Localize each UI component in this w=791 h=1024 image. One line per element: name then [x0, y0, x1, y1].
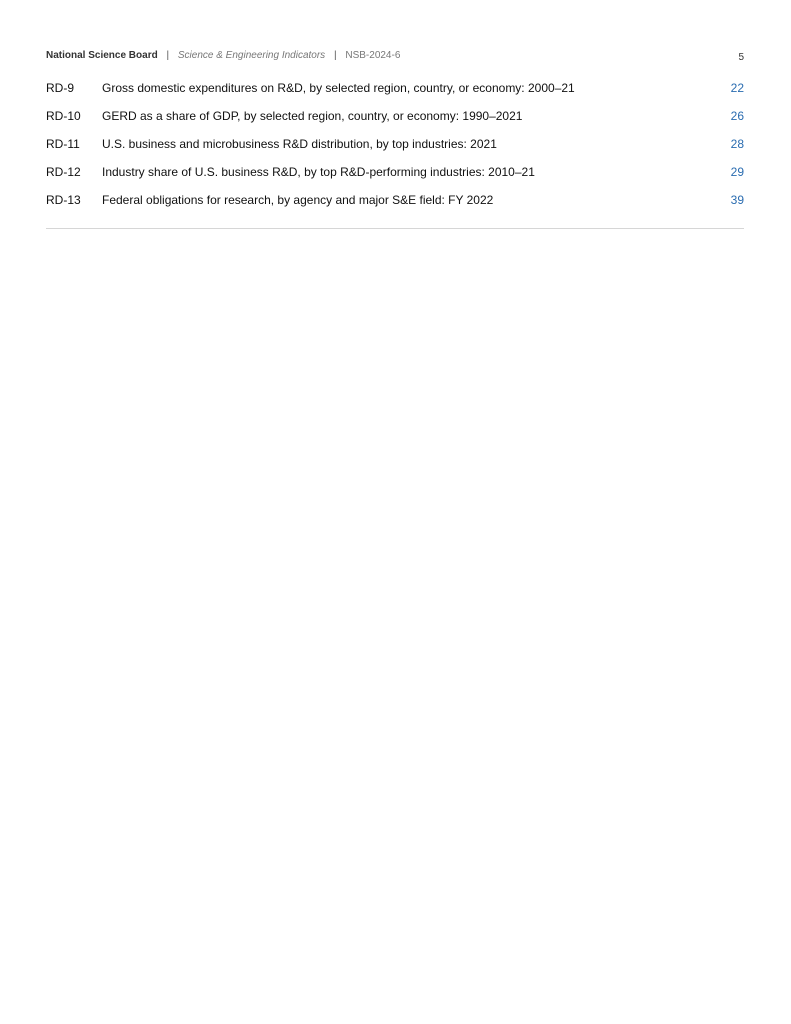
toc-entry-id: RD-11	[46, 137, 80, 151]
toc-entry-page-link[interactable]: 26	[730, 109, 744, 123]
header-org: National Science Board	[46, 50, 158, 61]
toc-entry[interactable]	[46, 80, 744, 108]
toc-entry-page-link[interactable]: 22	[730, 81, 744, 95]
header-doc-number: NSB-2024-6	[345, 50, 401, 61]
header-separator: |	[166, 50, 170, 61]
running-header	[46, 50, 400, 62]
toc-entry-page-link[interactable]: 28	[730, 137, 744, 151]
toc-list	[46, 80, 744, 220]
toc-entry[interactable]	[46, 164, 744, 192]
toc-entry-title: U.S. business and microbusiness R&D distribution, by top industries: 2021	[102, 137, 497, 151]
toc-entry-title: GERD as a share of GDP, by selected region, country, or economy: 1990–2021	[102, 109, 523, 123]
toc-entry-page-link[interactable]: 29	[730, 165, 744, 179]
header-separator: |	[333, 50, 337, 61]
toc-entry[interactable]	[46, 192, 744, 220]
toc-entry-id: RD-9	[46, 81, 75, 95]
toc-entry-id: RD-12	[46, 165, 81, 179]
toc-entry-title: Industry share of U.S. business R&D, by top R&D-performing industries: 2010–21	[102, 165, 535, 179]
page-number: 5	[738, 52, 744, 63]
toc-entry[interactable]	[46, 136, 744, 164]
toc-entry-id: RD-10	[46, 109, 81, 123]
toc-entry[interactable]	[46, 108, 744, 136]
toc-entry-id: RD-13	[46, 193, 81, 207]
toc-entry-page-link[interactable]: 39	[730, 193, 744, 207]
header-publication: Science & Engineering Indicators	[177, 50, 326, 61]
section-divider	[46, 228, 744, 229]
toc-entry-title: Federal obligations for research, by agency and major S&E field: FY 2022	[102, 193, 494, 207]
toc-entry-title: Gross domestic expenditures on R&D, by selected region, country, or economy: 2000–21	[102, 81, 575, 95]
